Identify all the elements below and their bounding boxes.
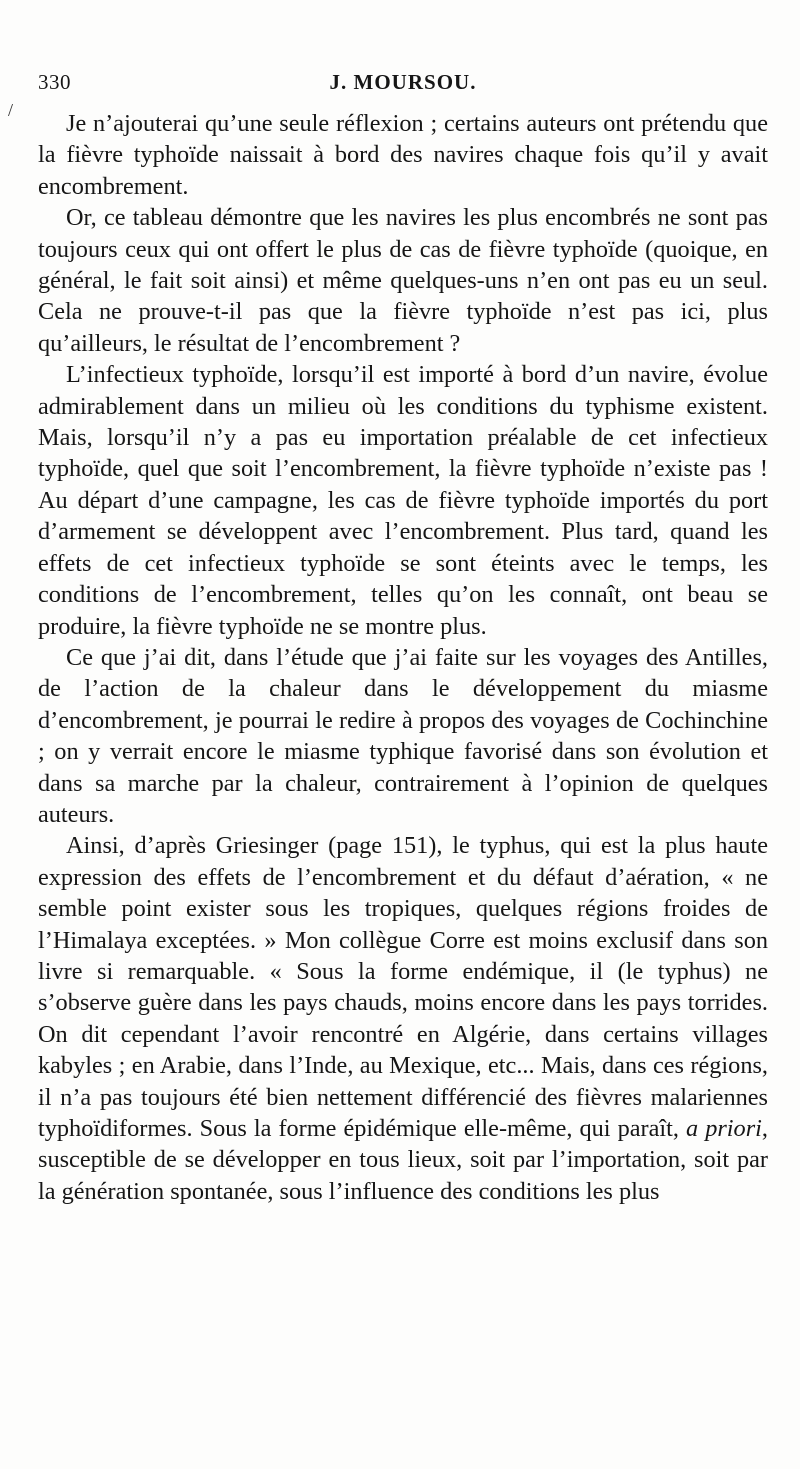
paragraph-5-text-start: Ainsi, d’après Griesinger (page 151), le typhus, qui est la plus haute expression des effets de l’encombrement et du défaut d’aération, « ne semble point exister sous les tropiques, quelques régions froides de l’Himalaya exceptées. » Mon collègue Corre est moins exclusif dans son livre si remarquable. « Sous la forme endémique, il (le typhus) ne s’observe guère dans les pays chauds, moins encore dans les pays torrides. On dit cependant l’avoir rencontré en Algérie, dans certains villages kabyles ; en Arabie, dans l’Inde, au Mexique, etc... Mais, dans ces régions, il n’a pas toujours été bien nettement différencié des fièvres malariennes typhoïdiformes. Sous la forme épidémique elle-même, qui paraît, bbox=[38, 832, 768, 1142]
page-number: 330 bbox=[38, 70, 71, 94]
paragraph-2: Or, ce tableau démontre que les navires les plus encombrés ne sont pas toujours ceux qui ont offert le plus de cas de fièvre typhoïde (quoique, en général, le fait soit ainsi) et même quelques-uns n’en ont pas eu un seul. Cela ne prouve-t-il pas que la fièvre typhoïde n’est pas ici, plus qu’ailleurs, le résultat de l’encombrement ? bbox=[38, 204, 768, 357]
body-text bbox=[38, 108, 768, 1207]
page-header bbox=[38, 70, 768, 100]
running-title: J. MOURSOU. bbox=[329, 70, 477, 94]
paragraph-5-text-end: , susceptible de se développer en tous lieux, soit par l’importation, soit par la génération spontanée, sous l’influence des conditions les plus bbox=[38, 1115, 768, 1205]
paragraph-5 bbox=[38, 830, 768, 1207]
margin-mark: / bbox=[8, 100, 14, 120]
paragraph-3: L’infectieux typhoïde, lorsqu’il est importé à bord d’un navire, évolue admirablement dans un milieu où les conditions du typhisme existent. Mais, lorsqu’il n’y a pas eu importation préalable de cet infectieux typhoïde, quel que soit l’encombrement, la fièvre typhoïde n’existe pas ! Au départ d’une campagne, les cas de fièvre typhoïde importés du port d’armement se développent avec l’encombrement. Plus tard, quand les effets de cet infectieux typhoïde se sont éteints avec le temps, les conditions de l’encombrement, telles qu’on les connaît, ont beau se produire, la fièvre typhoïde ne se montre plus. bbox=[38, 361, 768, 640]
paragraph-1: Je n’ajouterai qu’une seule réflexion ; certains auteurs ont prétendu que la fièvre typhoïde naissait à bord des navires chaque fois qu’il y avait encombrement. bbox=[38, 110, 768, 200]
paragraph-5-italic-phrase: a priori bbox=[686, 1115, 762, 1142]
paragraph-4: Ce que j’ai dit, dans l’étude que j’ai faite sur les voyages des Antilles, de l’action de la chaleur dans le développement du miasme d’encombrement, je pourrai le redire à propos des voyages de Cochinchine ; on y verrait encore le miasme typhique favorisé dans son évolution et dans sa marche par la chaleur, contrairement à l’opinion de quelques auteurs. bbox=[38, 643, 768, 828]
